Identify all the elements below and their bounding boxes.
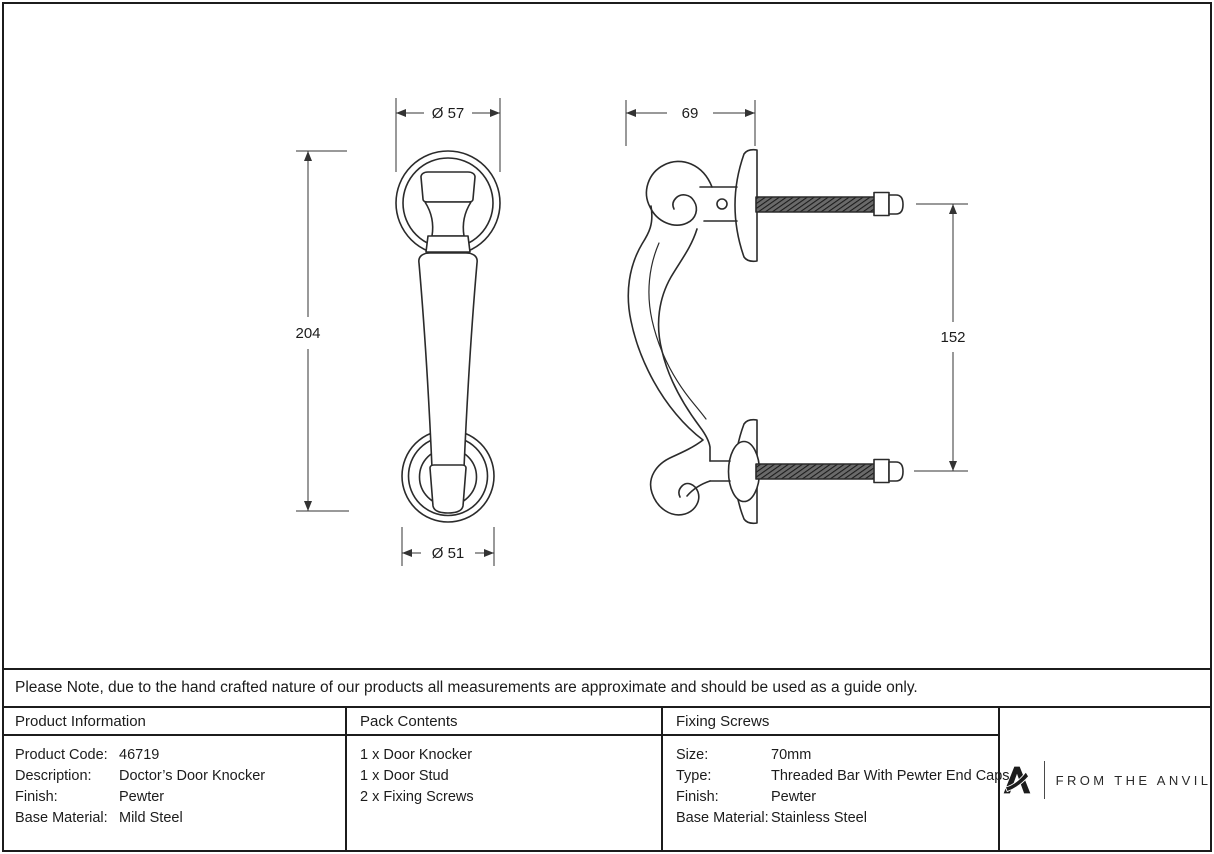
- front-door-stud: [430, 465, 466, 513]
- measurement-note-text: Please Note, due to the hand crafted nature of our products all measurements are approximate and should be used as a guide only.: [15, 679, 918, 696]
- table-row: [15, 766, 345, 787]
- measurement-note: [2, 670, 1212, 708]
- fixing-screws-header: Fixing Screws: [663, 708, 998, 736]
- row-value: Mild Steel: [119, 810, 183, 826]
- row-label: Base Material:: [676, 810, 769, 826]
- side-bottom-end-cap: [889, 462, 903, 481]
- side-view-knocker: [628, 150, 903, 524]
- row-value: Threaded Bar With Pewter End Caps: [771, 768, 1010, 784]
- front-grip-body: [419, 253, 477, 468]
- anvil-a-logo-icon: [1001, 764, 1033, 796]
- fixing-screws-body: [663, 736, 1010, 852]
- fixing-screws-column: [663, 708, 1010, 852]
- table-row: [15, 787, 345, 808]
- front-knob-cap: [421, 172, 475, 202]
- side-pivot-bracket: [700, 187, 737, 221]
- dim-label-front-top-diameter: Ø 57: [431, 105, 465, 122]
- side-bottom-nut: [874, 460, 889, 483]
- logo-cell: [1000, 708, 1212, 852]
- pack-item: 1 x Door Knocker: [360, 747, 473, 763]
- row-label: Type:: [676, 768, 712, 784]
- table-row: [676, 787, 998, 808]
- front-knob-neck: [425, 202, 471, 236]
- pack-contents-header: Pack Contents: [347, 708, 661, 736]
- row-value: Pewter: [771, 789, 817, 805]
- row-label: Size:: [676, 747, 709, 763]
- brand-wordmark: FROM THE ANVIL: [1055, 772, 1212, 788]
- side-scroll-connector: [710, 461, 730, 481]
- pack-contents-body: [347, 736, 661, 852]
- row-label: Base Material:: [15, 810, 108, 826]
- product-information-header: Product Information: [2, 708, 345, 736]
- dim-label-front-height: 204: [295, 325, 321, 342]
- brand-logo: [1001, 761, 1212, 799]
- side-scroll-top-curl: [646, 161, 712, 225]
- row-value: Stainless Steel: [771, 810, 867, 826]
- info-section: [2, 668, 1212, 852]
- pack-item: 1 x Door Stud: [360, 768, 449, 784]
- side-pivot-hole: [717, 199, 727, 209]
- row-label: Finish:: [676, 789, 719, 805]
- logo-divider: [1044, 761, 1045, 799]
- side-top-end-cap: [889, 195, 903, 214]
- row-label: Finish:: [15, 789, 58, 805]
- info-table: [2, 708, 1212, 852]
- dim-label-side-fixing-centres: 152: [940, 329, 966, 346]
- table-row: [676, 766, 1010, 787]
- front-knob-collar: [426, 236, 470, 252]
- product-information-body: [2, 736, 345, 852]
- row-label: Product Code:: [15, 747, 108, 763]
- row-value: 70mm: [771, 747, 812, 763]
- row-value: Pewter: [119, 789, 165, 805]
- row-label: Description:: [15, 768, 92, 784]
- side-top-nut: [874, 193, 889, 216]
- dim-label-front-bottom-diameter: Ø 51: [431, 545, 465, 562]
- pack-contents-column: [347, 708, 663, 852]
- side-scroll-inner-edge: [659, 229, 710, 461]
- row-value: 46719: [119, 747, 160, 763]
- product-information-column: [2, 708, 347, 852]
- dimension-annotations: [296, 98, 968, 566]
- side-stud-dome: [729, 442, 760, 502]
- table-row: [676, 745, 998, 766]
- table-row: [15, 808, 345, 829]
- dimension-labels: [295, 105, 965, 562]
- side-bottom-threaded-bar: [756, 464, 875, 479]
- front-view-knocker: [396, 151, 500, 522]
- table-row: [676, 808, 998, 829]
- side-top-threaded-bar: [756, 197, 875, 212]
- dim-label-side-projection: 69: [681, 105, 699, 122]
- row-value: Doctor’s Door Knocker: [119, 768, 266, 784]
- pack-item: 2 x Fixing Screws: [360, 789, 474, 805]
- table-row: [15, 745, 345, 766]
- side-top-backplate: [735, 150, 757, 262]
